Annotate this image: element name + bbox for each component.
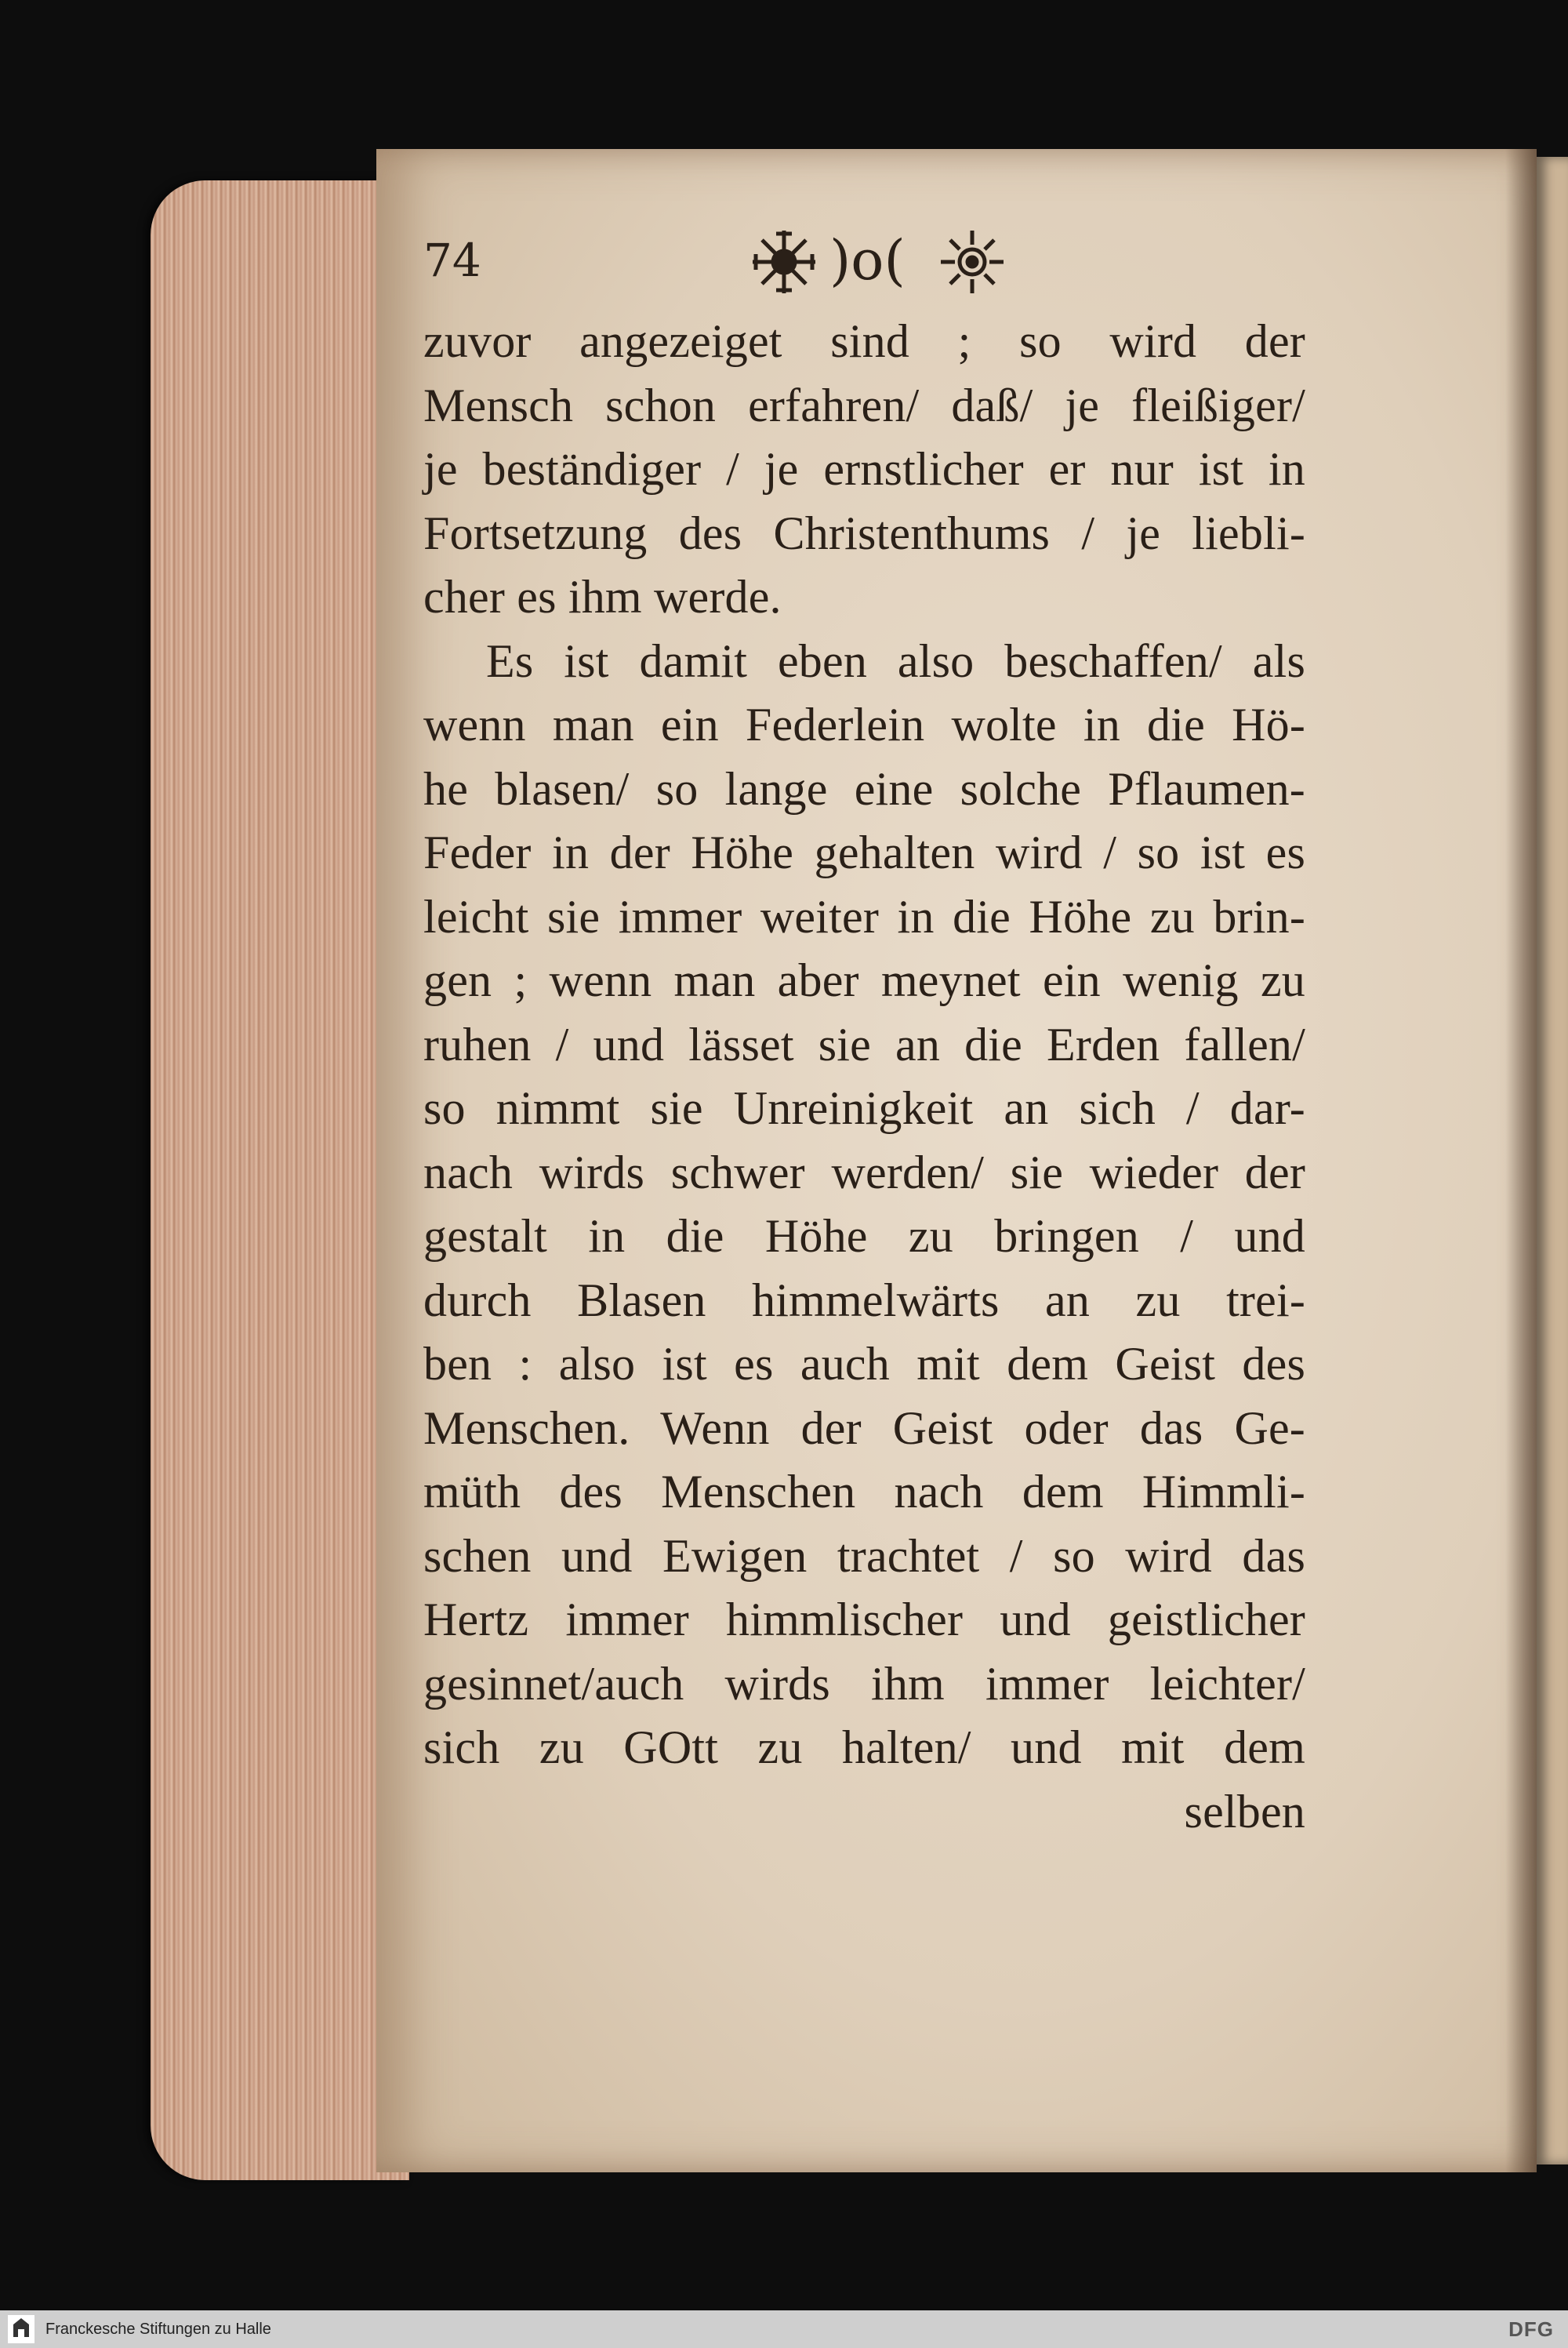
institution-logo-icon [8, 2315, 34, 2343]
text-line: wenn man ein Federlein wolte in die Hö- [423, 699, 1305, 751]
page-edges [151, 180, 409, 2180]
svg-text:)o(: )o( [829, 228, 906, 293]
viewer-footer [0, 2310, 1568, 2348]
catchword: selben [1184, 1785, 1305, 1837]
institution-name: Franckesche Stiftungen zu Halle [45, 2321, 271, 2338]
text-line: so nimmt sie Unreinigkeit an sich / dar- [423, 1082, 1305, 1134]
text-line: Es ist damit eben also beschaffen/ als [486, 634, 1305, 687]
text-line: gen ; wenn man aber meynet ein wenig zu [423, 954, 1305, 1006]
text-line: gesinnet/auch wirds ihm immer leichter/ [423, 1657, 1305, 1710]
text-line: durch Blasen himmelwärts an zu trei- [423, 1274, 1305, 1326]
dfg-logo: DFG [1508, 2317, 1554, 2341]
text-line: sich zu GOtt zu halten/ und mit dem [423, 1721, 1305, 1773]
text-line: leicht sie immer weiter in die Höhe zu brin- [423, 890, 1305, 943]
text-line: zuvor angezeiget sind ; so wird der [423, 315, 1305, 367]
text-line: gestalt in die Höhe zu bringen / und [423, 1210, 1305, 1262]
text-line: je beständiger / je ernstlicher er nur ist in [423, 443, 1305, 495]
text-line: Menschen. Wenn der Geist oder das Ge- [423, 1401, 1305, 1454]
text-line: müth des Menschen nach dem Himmli- [423, 1466, 1305, 1517]
page-number: 74 [423, 234, 481, 287]
text-line: he blasen/ so lange eine solche Pflaumen- [423, 762, 1305, 815]
ornament-icon [737, 216, 1035, 303]
text-line: cher es ihm werde. [423, 571, 782, 623]
book [141, 149, 1568, 2188]
text-line: Mensch schon erfahren/ daß/ je fleißiger/ [423, 379, 1305, 431]
text-line: ruhen / und lässet sie an die Erden fallen/ [423, 1018, 1305, 1070]
text-line: nach wirds schwer werden/ sie wieder der [423, 1146, 1305, 1198]
page-header [423, 216, 1301, 303]
text-line: Feder in der Höhe gehalten wird / so ist es [423, 827, 1305, 878]
gutter-shadow [1505, 149, 1537, 2172]
text-line: ben : also ist es auch mit dem Geist des [423, 1338, 1305, 1390]
body-text [423, 310, 1305, 1844]
text-line: Fortsetzung des Christenthums / je liebli- [423, 507, 1305, 559]
text-line: schen und Ewigen trachtet / so wird das [423, 1529, 1305, 1582]
facing-page-edge [1537, 157, 1568, 2164]
text-line: Hertz immer himmlischer und geistlicher [423, 1594, 1305, 1645]
